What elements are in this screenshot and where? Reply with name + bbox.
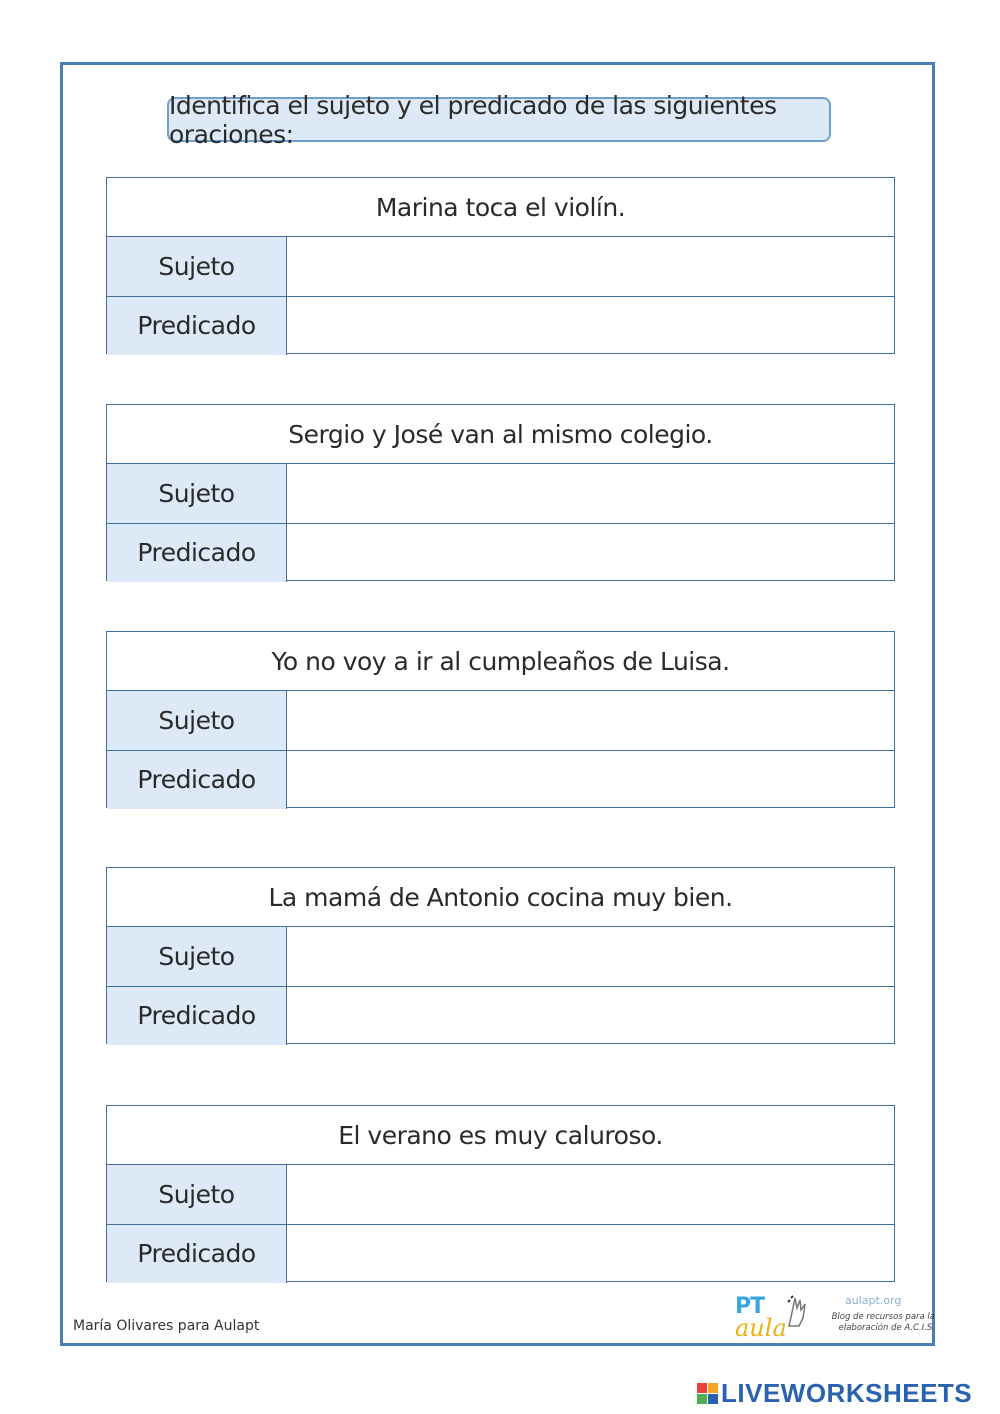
sentence: Sergio y José van al mismo colegio.: [107, 405, 894, 464]
predicate-row: [107, 986, 894, 1046]
logo-tagline: Blog de recursos para la elaboración de A.C.I.S.: [831, 1312, 935, 1333]
subject-label: Sujeto: [107, 237, 287, 296]
predicate-label: Predicado: [107, 987, 287, 1046]
logo-url: aulapt.org: [845, 1294, 902, 1307]
exercise-1: [106, 177, 895, 354]
liveworksheets-brand: [697, 1378, 972, 1408]
sentence: Yo no voy a ir al cumpleaños de Luisa.: [107, 632, 894, 691]
exercise-2: [106, 404, 895, 581]
predicate-label: Predicado: [107, 524, 287, 583]
subject-row: [107, 927, 894, 986]
brand-text: LIVEWORKSHEETS: [721, 1377, 973, 1408]
instruction-box: [167, 90, 831, 149]
aulapt-logo: [733, 1292, 933, 1344]
exercise-3: [106, 631, 895, 808]
predicate-input[interactable]: [287, 524, 894, 583]
subject-input[interactable]: [287, 1165, 894, 1224]
predicate-row: [107, 1224, 894, 1284]
subject-input[interactable]: [287, 237, 894, 296]
subject-label: Sujeto: [107, 691, 287, 750]
predicate-input[interactable]: [287, 751, 894, 810]
predicate-label: Predicado: [107, 297, 287, 356]
subject-row: [107, 237, 894, 296]
predicate-input[interactable]: [287, 297, 894, 356]
subject-label: Sujeto: [107, 464, 287, 523]
subject-label: Sujeto: [107, 927, 287, 986]
hand-icon: [783, 1294, 811, 1328]
sentence: La mamá de Antonio cocina muy bien.: [107, 868, 894, 927]
predicate-input[interactable]: [287, 1225, 894, 1284]
subject-input[interactable]: [287, 464, 894, 523]
subject-label: Sujeto: [107, 1165, 287, 1224]
subject-row: [107, 464, 894, 523]
exercise-5: [106, 1105, 895, 1282]
sentence: El verano es muy caluroso.: [107, 1106, 894, 1165]
subject-input[interactable]: [287, 691, 894, 750]
sentence: Marina toca el violín.: [107, 178, 894, 237]
predicate-input[interactable]: [287, 987, 894, 1046]
subject-row: [107, 1165, 894, 1224]
subject-row: [107, 691, 894, 750]
author-credit: María Olivares para Aulapt: [73, 1318, 260, 1334]
predicate-row: [107, 750, 894, 810]
subject-input[interactable]: [287, 927, 894, 986]
predicate-row: [107, 296, 894, 356]
instruction-text: Identifica el sujeto y el predicado de las siguientes oraciones:: [169, 90, 777, 149]
logo-pt-text: PT: [735, 1294, 765, 1319]
logo-aula-text: aula: [735, 1314, 787, 1342]
predicate-row: [107, 523, 894, 583]
predicate-label: Predicado: [107, 751, 287, 810]
predicate-label: Predicado: [107, 1225, 287, 1284]
exercise-4: [106, 867, 895, 1044]
liveworksheets-icon: [697, 1383, 718, 1404]
